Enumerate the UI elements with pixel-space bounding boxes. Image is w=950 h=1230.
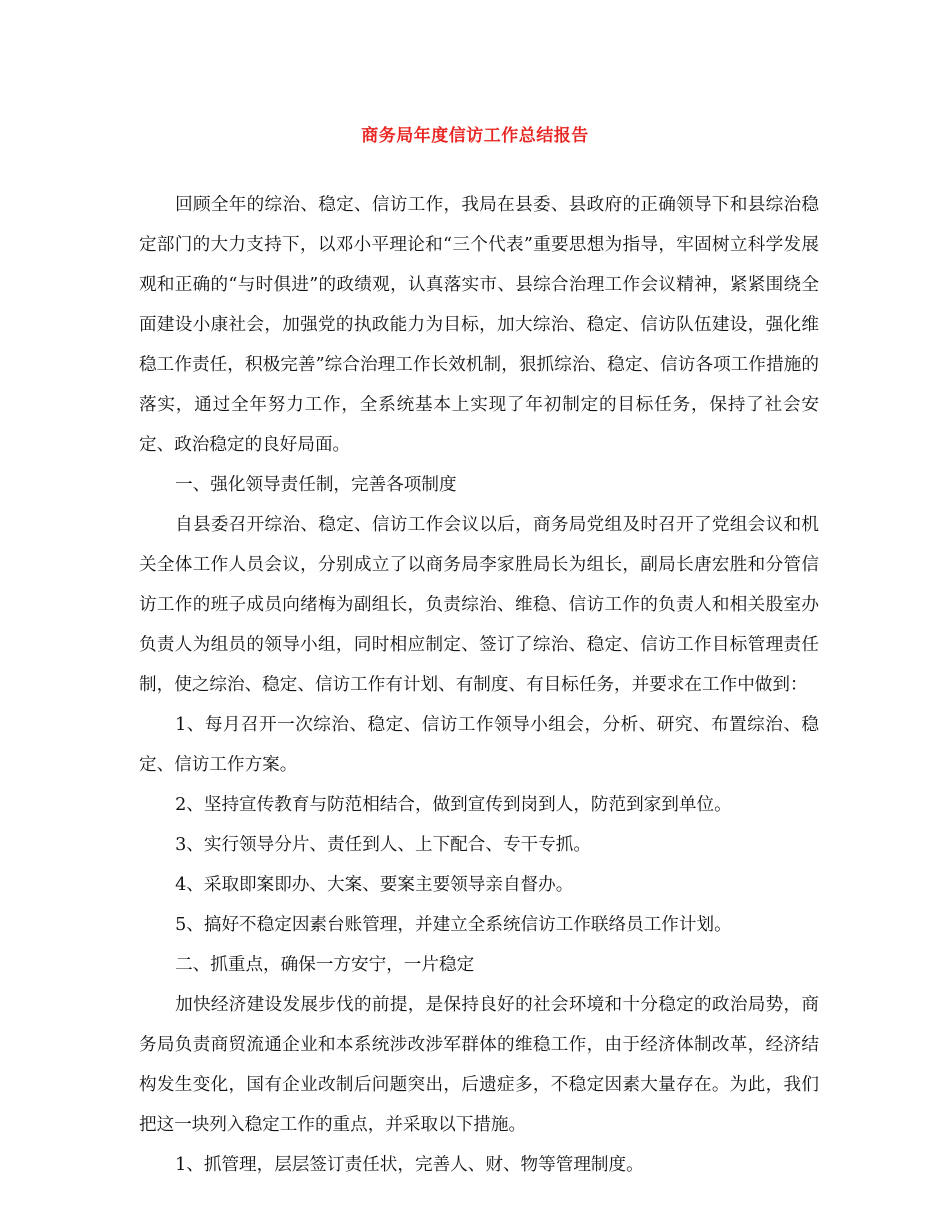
section-2-list-item-1: 1、抓管理，层层签订责任状，完善人、财、物等管理制度。 — [175, 1155, 644, 1175]
section-1-paragraph: 自县委召开综治、稳定、信访工作会议以后，商务局党组及时召开了党组会议和机关全体工作人员会议，分别成立了以商务局李家胜局长为组长，副局长唐宏胜和分管信访工作的班子成员向绪梅为副组长，负责综治、维稳、信访工作的负责人和相关股室办负责人为组员的领导小组，同时相应制定、签订了综治、稳定、信访工作目标管理责任制，使之综治、稳定、信访工作有计划、有制度、有目标任务，并要求在工作中做到： — [139, 515, 819, 695]
list-item-2: 2、坚持宣传教育与防范相结合，做到宣传到岗到人，防范到家到单位。 — [175, 795, 732, 815]
document-title: 商务局年度信访工作总结报告 — [361, 126, 589, 146]
list-item-3: 3、实行领导分片、责任到人、上下配合、专干专抓。 — [175, 835, 591, 855]
section-heading-2: 二、抓重点，确保一方安宁，一片稳定 — [175, 955, 475, 975]
document-body — [139, 185, 819, 1185]
section-heading-1: 一、强化领导责任制，完善各项制度 — [175, 475, 457, 495]
list-item-4: 4、采取即案即办、大案、要案主要领导亲自督办。 — [175, 875, 574, 895]
list-item-5: 5、搞好不稳定因素台账管理，并建立全系统信访工作联络员工作计划。 — [175, 915, 732, 935]
section-2-paragraph: 加快经济建设发展步伐的前提，是保持良好的社会环境和十分稳定的政治局势，商务局负责商贸流通企业和本系统涉改涉军群体的维稳工作，由于经济体制改革，经济结构发生变化，国有企业改制后问题突出，后遗症多，不稳定因素大量存在。为此，我们把这一块列入稳定工作的重点，并采取以下措施。 — [139, 995, 819, 1135]
intro-paragraph: 回顾全年的综治、稳定、信访工作，我局在县委、县政府的正确领导下和县综治稳定部门的大力支持下，以邓小平理论和“三个代表”重要思想为指导，牢固树立科学发展观和正确的“与时俱进”的政绩观，认真落实市、县综合治理工作会议精神，紧紧围绕全面建设小康社会，加强党的执政能力为目标，加大综治、稳定、信访队伍建设，强化维稳工作责任，积极完善”综合治理工作长效机制，狠抓综治、稳定、信访各项工作措施的落实，通过全年努力工作，全系统基本上实现了年初制定的目标任务，保持了社会安定、政治稳定的良好局面。 — [139, 195, 819, 455]
list-item-1: 1、每月召开一次综治、稳定、信访工作领导小组会，分析、研究、布置综治、稳定、信访工作方案。 — [139, 715, 819, 775]
